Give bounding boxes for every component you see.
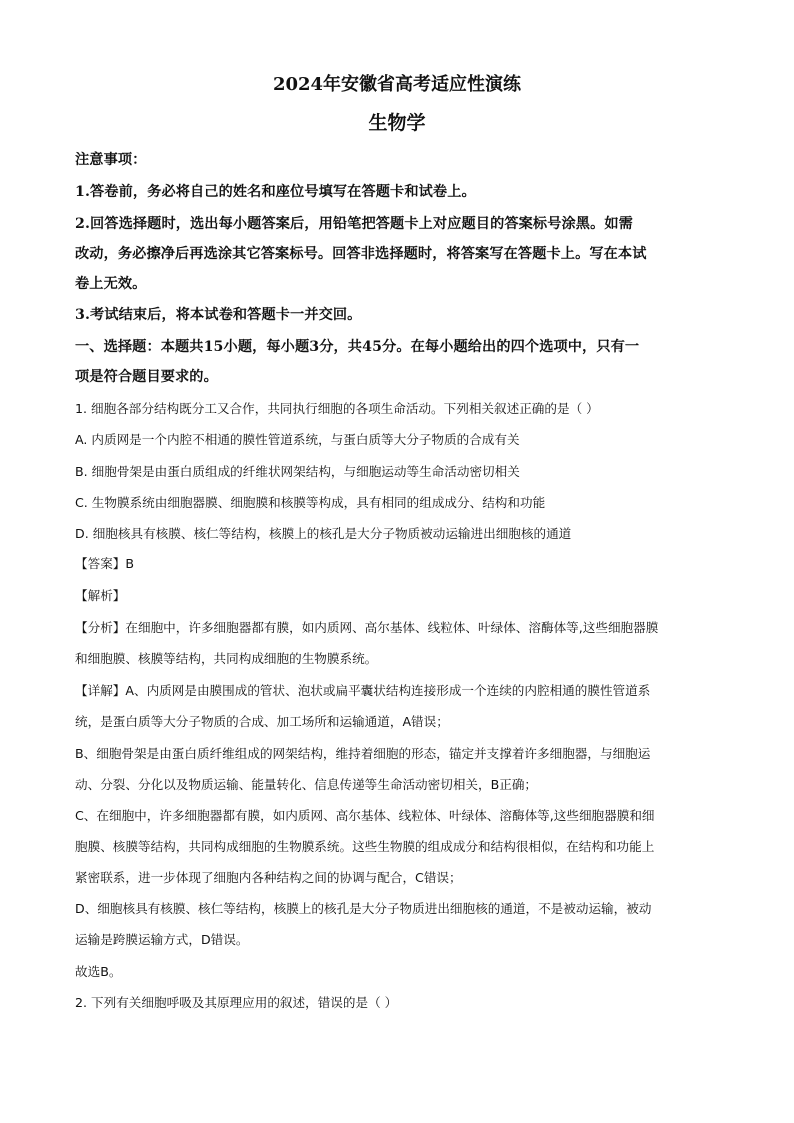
detail-d-line-1: D、细胞核具有核膜、核仁等结构，核膜上的核孔是大分子物质进出细胞核的通道，不是被动运输，被动: [75, 901, 652, 916]
section-heading-line-2: 项是符合题目要求的。: [75, 369, 218, 385]
notice-item-1: 1.答卷前，务必将自己的姓名和座位号填写在答题卡和试卷上。: [75, 184, 476, 200]
notice-item-2-line-2: 改动，务必擦净后再选涂其它答案标号。回答非选择题时，将答案写在答题卡上。写在本试: [75, 246, 647, 262]
detail-d-line-2: 运输是跨膜运输方式，D错误。: [75, 932, 249, 947]
detail-b-line-1: B、细胞骨架是由蛋白质纤维组成的网架结构，维持着细胞的形态，锚定并支撑着许多细胞器，与细胞运: [75, 746, 651, 761]
detail-a-line-2: 统，是蛋白质等大分子物质的合成、加工场所和运输通道，A错误；: [75, 714, 449, 729]
detail-c-line-3: 紧密联系，进一步体现了细胞内各种结构之间的协调与配合，C错误；: [75, 870, 462, 885]
exam-subject: 生物学: [368, 112, 426, 134]
analysis-line-2: 和细胞膜、核膜等结构，共同构成细胞的生物膜系统。: [75, 651, 378, 666]
question-1-option-c: C. 生物膜系统由细胞器膜、细胞膜和核膜等构成，具有相同的组成成分、结构和功能: [75, 495, 546, 510]
question-2-stem: 2. 下列有关细胞呼吸及其原理应用的叙述，错误的是（ ）: [75, 995, 398, 1010]
section-heading-line-1: 一、选择题：本题共15小题，每小题3分，共45分。在每小题给出的四个选项中，只有一: [75, 339, 640, 355]
detail-b-line-2: 动、分裂、分化以及物质运输、能量转化、信息传递等生命活动密切相关，B正确；: [75, 777, 538, 792]
question-1-option-b: B. 细胞骨架是由蛋白质组成的纤维状网架结构，与细胞运动等生命活动密切相关: [75, 464, 520, 479]
notice-item-2-line-1: 2.回答选择题时，选出每小题答案后，用铅笔把答题卡上对应题目的答案标号涂黑。如需: [75, 216, 633, 232]
notice-heading: 注意事项：: [75, 152, 147, 168]
detail-a-line-1: 【详解】A、内质网是由膜围成的管状、泡状或扁平囊状结构连接形成一个连续的内腔相通的膜性管道系: [75, 683, 651, 698]
question-1-option-d: D. 细胞核具有核膜、核仁等结构，核膜上的核孔是大分子物质被动运输进出细胞核的通道: [75, 526, 572, 541]
detail-c-line-2: 胞膜、核膜等结构，共同构成细胞的生物膜系统。这些生物膜的组成成分和结构很相似，在结构和功能上: [75, 839, 655, 854]
question-1-stem: 1. 细胞各部分结构既分工又合作，共同执行细胞的各项生命活动。下列相关叙述正确的是（ ）: [75, 401, 599, 416]
analysis-line-1: 【分析】在细胞中，许多细胞器都有膜，如内质网、高尔基体、线粒体、叶绿体、溶酶体等,这些细胞器膜: [75, 620, 659, 635]
notice-item-2-line-3: 卷上无效。: [75, 276, 147, 292]
notice-item-3: 3.考试结束后，将本试卷和答题卡一并交回。: [75, 307, 362, 323]
exam-title: 2024年安徽省高考适应性演练: [272, 74, 522, 95]
question-1-conclusion: 故选B。: [75, 964, 122, 979]
question-1-answer: 【答案】B: [75, 556, 135, 571]
question-1-analysis-tag: 【解析】: [75, 588, 126, 603]
question-1-option-a: A. 内质网是一个内腔不相通的膜性管道系统，与蛋白质等大分子物质的合成有关: [75, 432, 520, 447]
detail-c-line-1: C、在细胞中，许多细胞器都有膜，如内质网、高尔基体、线粒体、叶绿体、溶酶体等,这些细胞器膜和细: [75, 808, 655, 823]
